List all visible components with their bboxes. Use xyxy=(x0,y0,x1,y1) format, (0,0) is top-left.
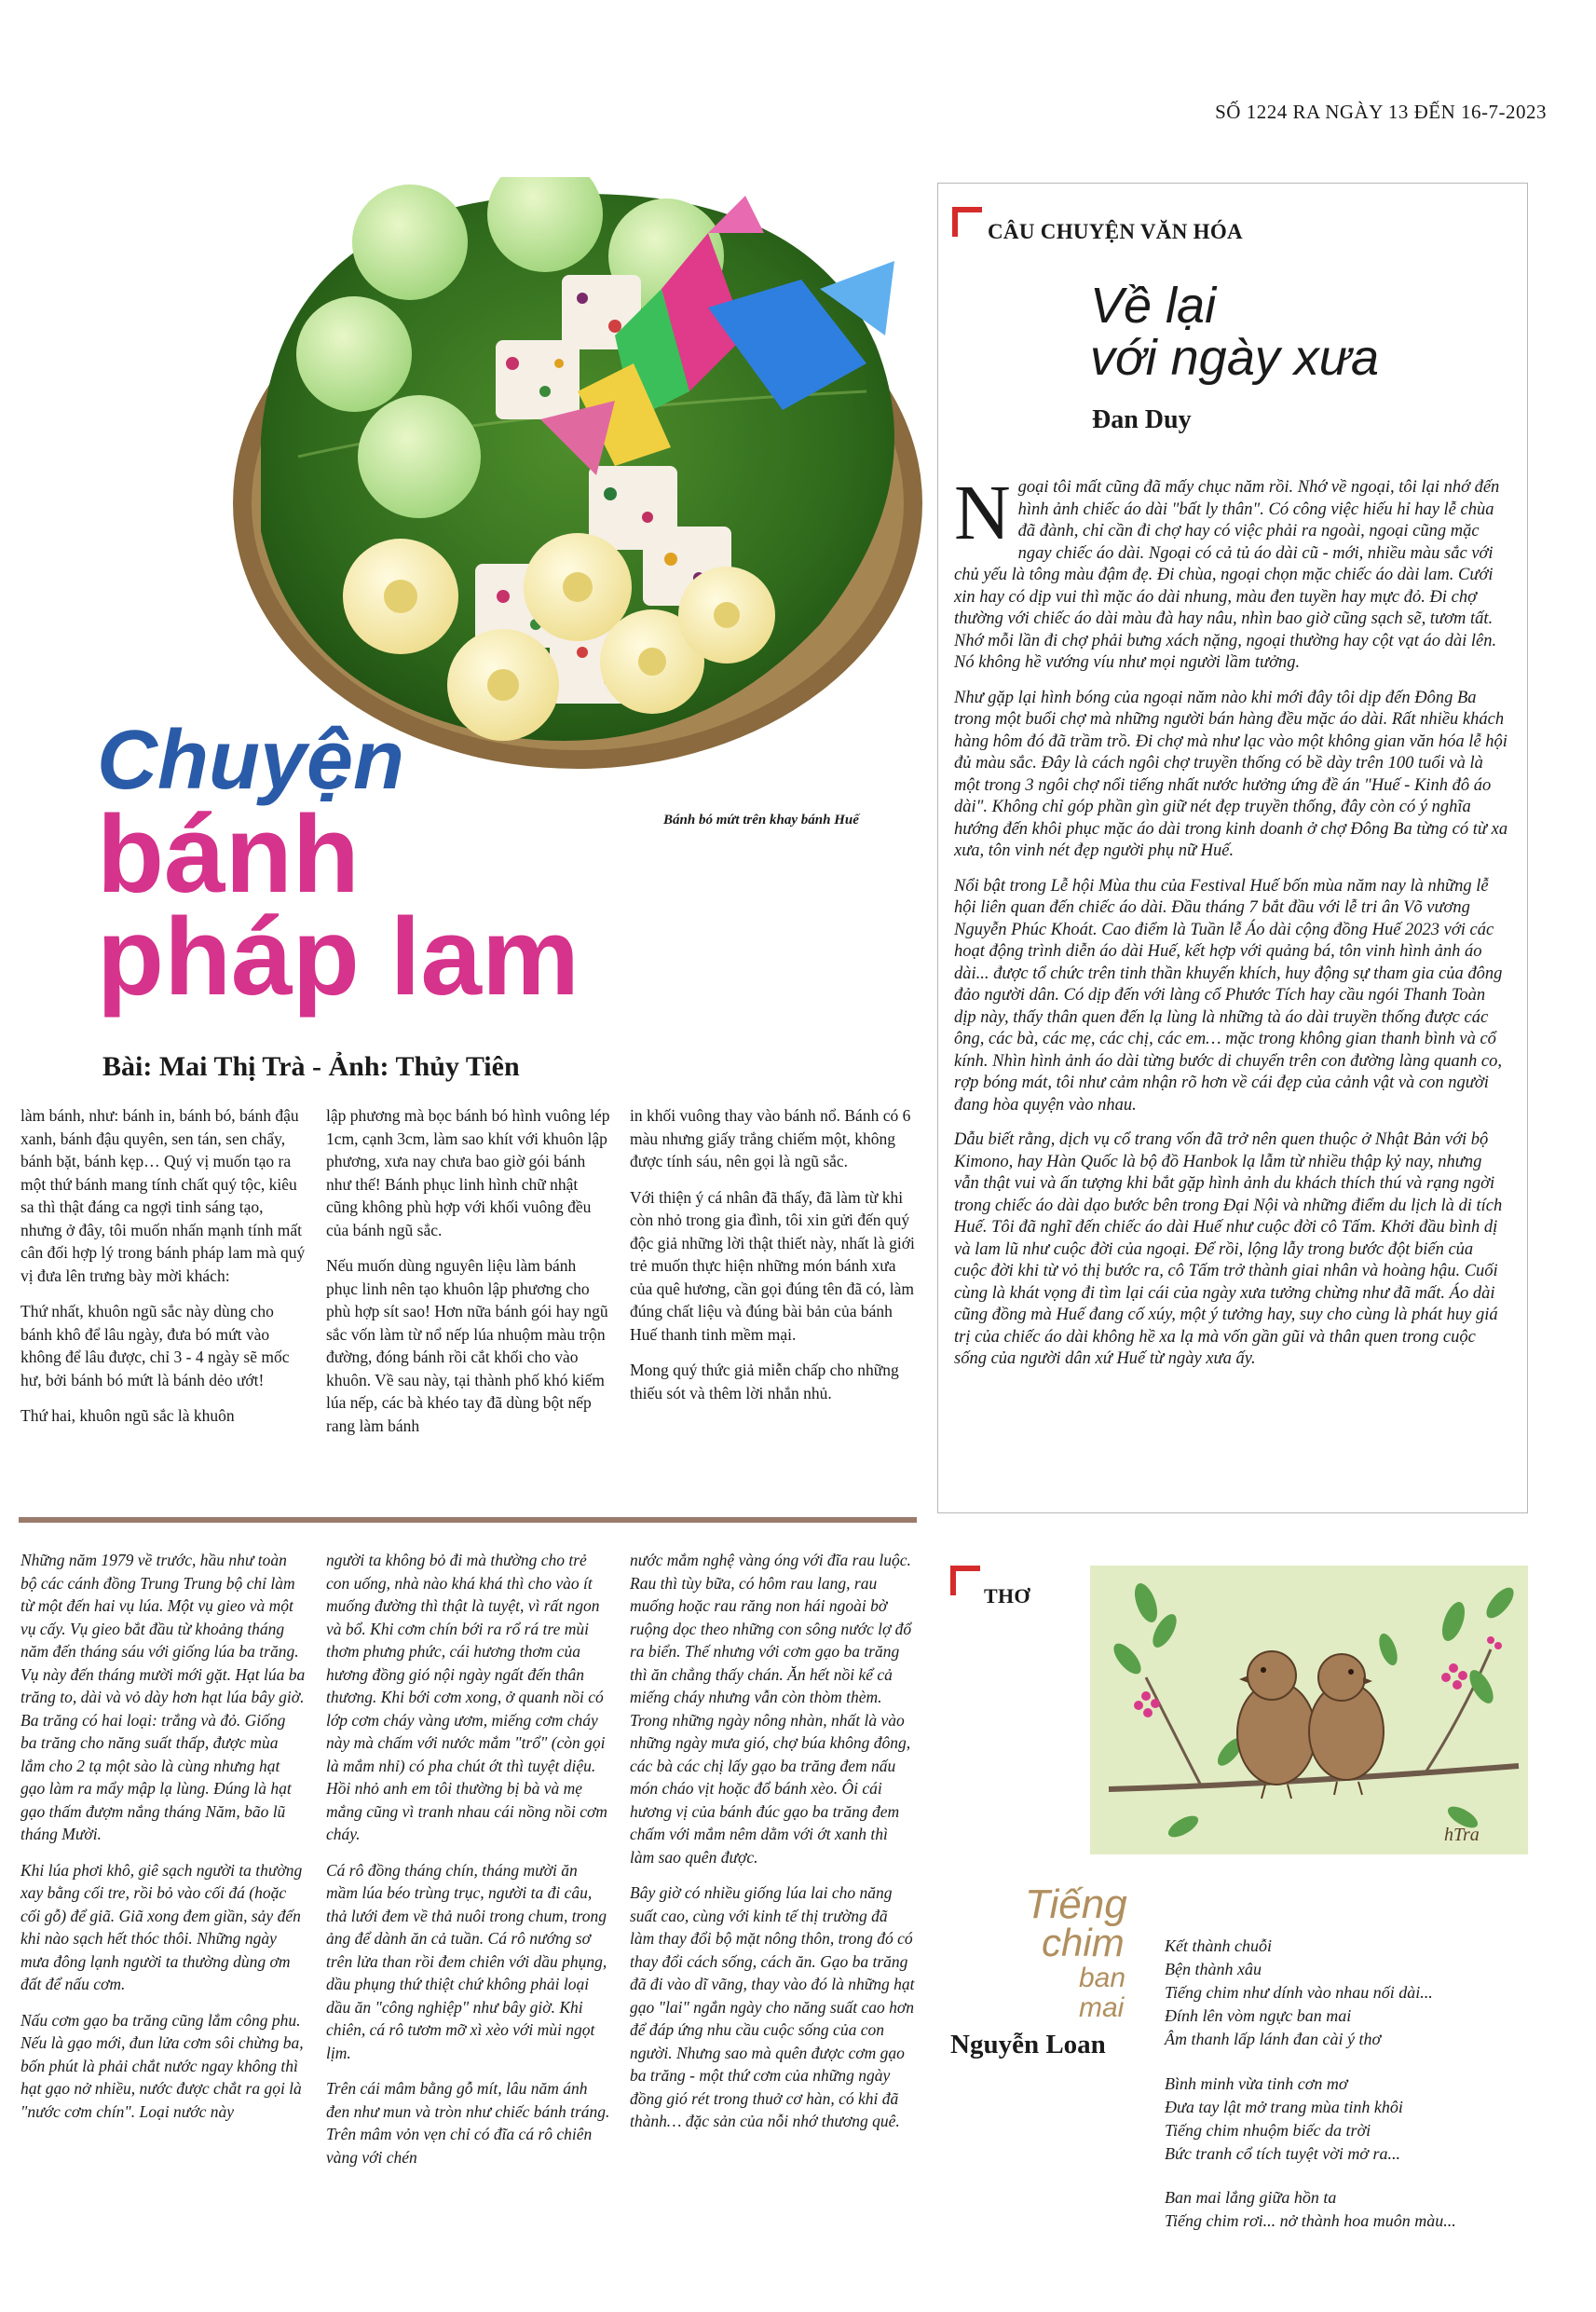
poem-line: Tiếng chim nhuộm biếc da trời xyxy=(1165,2121,1371,2140)
poem-line: Đưa tay lật mở trang mùa tinh khôi xyxy=(1165,2098,1403,2116)
section-label-culture: CÂU CHUYỆN VĂN HÓA xyxy=(988,220,1243,243)
poem-stanza-1 xyxy=(1165,1935,1433,2051)
paragraph: Bây giờ có nhiều giống lúa lai cho năng suất cao, cùng với kinh tế thị trường đã làm thay đổi bộ mặt nông thôn, trong đó có thay đổi cách sống, cách ăn. Gạo ba trăng đã đi vào dĩ vãng, thay vào đó là những hạt gạo "lai" ngắn ngày cho năng suất cao hơn để đáp ứng nhu cầu cuộc sống của con người. Nhưng sao mà quên được cơm gạo ba trăng - một thứ cơm của những ngày đồng gió rét trong thuở cơ hàn, có khi đã thành… đặc sản của nỗi nhớ thương quê. xyxy=(630,1883,915,2130)
culture-article-author: Đan Duy xyxy=(1092,405,1192,434)
bird-illustration xyxy=(1090,1566,1528,1854)
food-photo xyxy=(224,177,932,792)
poem-line: Ban mai lắng giữa hồn ta xyxy=(1165,2188,1337,2207)
article1-column-1 xyxy=(20,1104,306,1441)
article-title-line2 xyxy=(97,793,580,1019)
poem-stanza-2 xyxy=(1165,2073,1403,2166)
culture-article-title xyxy=(1090,280,1379,384)
paragraph: in khối vuông thay vào bánh nổ. Bánh có 6 màu nhưng giấy trắng chiếm một, không được tính sáu, nên gọi là ngũ sắc. xyxy=(630,1106,911,1170)
poem-line: Bình minh vừa tinh cơn mơ xyxy=(1165,2074,1348,2093)
illustration-signature: hTra xyxy=(1444,1825,1480,1845)
paragraph: Cá rô đồng tháng chín, tháng mười ăn mầm lúa béo trùng trục, người ta đi câu, thả lưới đem về thả nuôi trong chum, trong ảng để dành ăn cả tuần. Cá rô nướng sơ trên lửa than rồi đem chiên với dầu phụng, dầu phụng thứ thiệt chứ không phải loại dầu ăn "công nghiệp" như bây giờ. Khi chiên, cá rô tươm mỡ xì xèo với mùi ngọt lịm. xyxy=(326,1860,607,2062)
poem-stanza-3 xyxy=(1165,2186,1456,2233)
poem-line: Kết thành chuỗi xyxy=(1165,1936,1272,1955)
poem-line: Bện thành xâu xyxy=(1165,1960,1262,1978)
issue-line: SỐ 1224 RA NGÀY 13 ĐẾN 16-7-2023 xyxy=(1215,101,1547,123)
article-title-line1: Chuyện xyxy=(97,714,405,807)
poem-author: Nguyễn Loan xyxy=(950,2030,1106,2059)
paragraph: Mong quý thức giả miễn chấp cho những thiếu sót và thêm lời nhắn nhủ. xyxy=(630,1361,899,1402)
article-title-pháp-lam: pháp lam xyxy=(97,896,580,1019)
culture-title-line1: Về lại xyxy=(1090,278,1217,334)
paragraph: Nổi bật trong Lễ hội Mùa thu của Festival Huế bốn mùa năm nay là những lễ hội liên quan đến chiếc áo dài. Đầu tháng 7 bắt đầu với lễ tri ân Võ vương Nguyễn Phúc Khoát. Cao điểm là Tuần lễ Áo dài cộng đồng Huế 2023 với các hoạt động trình diễn áo dài Huế, kết hợp với quảng bá, tôn vinh hình ảnh áo dài... được tổ chức trên tinh thần khuyến khích, huy động sự tham gia của đông đảo người dân. Có dịp đến với làng cổ Phước Tích hay cầu ngói Thanh Toàn dịp này, thấy thân quen đến lạ lùng là những tà áo dài truyền thống được các ông, các bà, các mẹ, các chị, các em… mặc trong không gian thanh bình và cổ kính. Nhìn hình ảnh áo dài từng bước di chuyển trên con đường làng quanh co, rợp bóng mát, tôi như cảm nhận rõ hơn về cái đẹp của cảnh vật và con người đang hòa quyện vào nhau. xyxy=(954,876,1503,1115)
paragraph: Trên cái mâm bằng gỗ mít, lâu năm ánh đen như mun và tròn như chiếc bánh tráng. Trên mâm vỏn vẹn chỉ có đĩa cá rô chiên vàng với chén xyxy=(326,2079,610,2167)
photo-caption: Bánh bó mứt trên khay bánh Huế xyxy=(663,813,859,828)
paragraph: Nếu muốn dùng nguyên liệu làm bánh phục linh nên tạo khuôn lập phương cho phù hợp sít sao! Hơn nữa bánh gói hay ngũ sắc vốn làm từ nổ nếp lúa nhuộm màu trộn đường, đóng bánh rồi cắt khối cho vào khuôn. Về sau này, tại thành phố khó kiếm lúa nếp, các bà khéo tay đã dùng bột nếp rang làm bánh xyxy=(326,1256,608,1435)
article1-column-3 xyxy=(630,1104,915,1417)
culture-article-body xyxy=(954,470,1509,1384)
paragraph: người ta không bỏ đi mà thường cho trẻ con uống, nhà nào khá khá thì cho vào ít muống đường thì thật là tuyệt, vì rất ngon và bổ. Khi cơm chín bới ra rổ rá tre mùi thơm phưng phức, cái hương thơm của hương đồng gió nội ngày ngất đến thân thương. Khi bới cơm xong, ở quanh nồi có lớp cơm cháy vàng ươm, miếng cơm cháy này mà chấm với nước mắm "trổ" (còn gọi là mắm nhỉ) có pha chút ớt thì tuyệt diệu. Hồi nhỏ anh em tôi thường bị bà và mẹ mắng cũng vì tranh nhau cái nồng nồi cơm cháy. xyxy=(326,1551,607,1843)
paragraph: nước mắm nghệ vàng óng với đĩa rau luộc. Rau thì tùy bữa, có hôm rau lang, rau muống hoặc rau răng non hái ngoài bờ ruộng dọc theo những con sông nước lợ đổ ra biển. Thế nhưng với cơm gạo ba trăng thì ăn chẳng thấy chán. Ăn hết nồi kể cả miếng cháy nhưng vẫn còn thòm thèm. Trong những ngày nông nhàn, nhất là vào những ngày mưa gió, chợ búa không đông, các bà các chị lấy gạo ba trăng đem nấu món cháo vịt hoặc đổ bánh xèo. Ôi cái hương vị của bánh đúc gạo ba trăng đem chấm với mắm nêm dằm với ớt xanh thì làm sao quên được. xyxy=(630,1551,912,1867)
poem-section-marker-icon xyxy=(950,1566,980,1595)
article1-column-2 xyxy=(326,1104,611,1450)
section-label-poem: THƠ xyxy=(984,1584,1030,1607)
article-byline: Bài: Mai Thị Trà - Ảnh: Thủy Tiên xyxy=(102,1051,520,1082)
poem-line: Đính lên vòm ngực ban mai xyxy=(1165,2006,1352,2025)
poem-title-line4: mai xyxy=(1079,1992,1125,2023)
paragraph: Với thiện ý cá nhân đã thấy, đã làm từ khi còn nhỏ trong gia đình, tôi xin gửi đến quý độc giả những lời thật thiết này, nhất là giới trẻ muốn thực hiện những món bánh xưa của quê hương, cần gọi đúng tên đã có, làm đúng chất liệu và đúng bài bản của bánh Huế thanh tinh mềm mại. xyxy=(630,1187,915,1344)
section-divider xyxy=(19,1517,917,1523)
paragraph: Thứ hai, khuôn ngũ sắc là khuôn xyxy=(20,1406,235,1425)
poem-title-line1: Tiếng xyxy=(1025,1881,1127,1927)
lower-article-column-2 xyxy=(326,1549,611,2182)
poem-title-line2: chim xyxy=(1042,1921,1125,1964)
lower-article-column-3 xyxy=(630,1549,915,2146)
paragraph: làm bánh, như: bánh in, bánh bó, bánh đậu xanh, bánh đậu quyên, sen tán, sen chẩy, bánh bặt, bánh kẹp… Quý vị muốn tạo ra một thứ bánh mang tính chất quý tộc, kiêu sa thì thật đáng ca ngợi tinh sáng tạo, nhưng ở đây, tôi muốn nhấn mạnh tính mất cân đối hợp lý trong bánh pháp lam mà quý vị đưa lên trưng bày mời khách: xyxy=(20,1106,306,1285)
paragraph xyxy=(954,470,1509,675)
paragraph: Thứ nhất, khuôn ngũ sắc này dùng cho bánh khô để lâu ngày, đưa bó mứt vào không để lâu được, chỉ 3 - 4 ngày sẽ mốc hư, bởi bánh bó mứt là bánh dẻo ướt! xyxy=(20,1302,290,1389)
paragraph: lập phương mà bọc bánh bó hình vuông lép 1cm, cạnh 3cm, làm sao khít với khuôn lập phương, xưa nay chưa bao giờ gói bánh như thế! Bánh phục linh hình chữ nhật cũng không phù hợp với khối vuông đều của bánh ngũ sắc. xyxy=(326,1106,610,1239)
poem-line: Bức tranh cổ tích tuyệt vời mở ra... xyxy=(1165,2144,1400,2163)
poem-line: Tiếng chim rơi... nở thành hoa muôn màu... xyxy=(1165,2211,1456,2230)
section-marker-icon xyxy=(952,207,982,237)
poem-line: Âm thanh lấp lánh đan cài ý thơ xyxy=(1165,2030,1382,2048)
poem-line: Tiếng chim như dính vào nhau nối dài... xyxy=(1165,1983,1433,2002)
paragraph: Nấu cơm gạo ba trăng cũng lắm công phu. Nếu là gạo mới, đun lửa cơm sôi chừng ba, bốn phút là phải chắt nước ngay không thì hạt gạo nở nhiều, nước được chắt ra gọi là "nước cơm chín". Loại nước này xyxy=(20,2010,304,2121)
paragraph: Khi lúa phơi khô, giê sạch người ta thường xay bằng cối tre, rồi bỏ vào cối đá (hoặc cối gỗ) để giã. Giã xong đem giần, sảy đến khi nào sạch hết thóc thôi. Những ngày mưa đông lạnh người ta thường dùng ơm đất để nấu cơm. xyxy=(20,1860,303,1993)
paragraph-text: goại tôi mất cũng đã mấy chục năm rồi. Nhớ về ngoại, tôi lại nhớ đến hình ảnh chiếc áo dài "bất ly thân". Có công việc hiếu hỉ hay lễ chùa đã đành, chỉ cần đi chợ hay có việc phải ra ngoài, ngoại cũng mặc ngay chiếc áo dài. Ngoại có cả tủ áo dài cũ - mới, nhiều màu sắc với chủ yếu là tông màu đậm đẹ. Đi chùa, ngoại chọn mặc chiếc áo dài lam. Cưới xin hay có dịp vui thì mặc áo dài nhung, màu đen tuyền hay mực đỏ. Đi chợ thường với chiếc áo dài màu đà hay nâu, nhìn bao giờ cũng sạch sẽ, tươm tất. Nhớ mỗi lần đi chợ phải bưng xách nặng, ngoại thường hay cột vạt áo dài lên. Nó không hề vướng víu như mọi người lầm tưởng. xyxy=(954,478,1500,672)
lower-article-column-1 xyxy=(20,1549,306,2136)
paragraph: Như gặp lại hình bóng của ngoại năm nào khi mới đây tôi dịp đến Đông Ba trong một buổi chợ mà những người bán hàng đều mặc áo dài. Rất nhiều khách hàng hôm đó đã trầm trồ. Đi chợ mà như lạc vào một không gian văn hóa lễ hội đủ màu sắc. Đây là cách ngôi chợ truyền thống có bề dày trên 100 tuổi và là một trong 3 ngôi chợ nổi tiếng nhất nước hưởng ứng đề án "Huế - Kinh đô áo dài". Không chỉ góp phần gìn giữ nét đẹp truyền thống, đây còn có ý nghĩa hướng đến khôi phục mặc áo dài trong kinh doanh ở chợ Đông Ba từng có từ xa xưa, tôn vinh nét đẹp người phụ nữ Huế. xyxy=(954,688,1508,860)
culture-title-line2: với ngày xưa xyxy=(1090,330,1379,386)
article-title-bánh: bánh xyxy=(97,793,360,916)
paragraph: Những năm 1979 về trước, hầu như toàn bộ các cánh đồng Trung Trung bộ chỉ làm từ một đến hai vụ lúa. Một vụ gieo và một vụ cấy. Vụ gieo bắt đầu từ khoảng tháng năm đến tháng sáu với giống lúa ba trăng. Vụ này đến tháng mười mới gặt. Hạt lúa ba trăng to, dài và vỏ dày hơn hạt lúa bây giờ. Ba trăng có hai loại: trắng và đỏ. Giống ba trăng cho năng suất thấp, được mùa lắm cho 2 tạ một sào là cùng nhưng hạt gạo làm ra mẩy mập lạ lùng. Đúng là hạt gạo thấm đượm nắng tháng Năm, bão lũ tháng Mười. xyxy=(20,1551,306,1843)
poem-title-line3: ban xyxy=(1079,1963,1126,1993)
paragraph: Dẫu biết rằng, dịch vụ cổ trang vốn đã trở nên quen thuộc ở Nhật Bản với bộ Kimono, hay Hàn Quốc là bộ đồ Hanbok lạ lẫm từ nhiều thập kỷ nay, nhưng vẫn thật vui và ấn tượng khi bắt gặp hình ảnh du khách thích thú và rạng ngời trong chiếc áo dài dạo bước bên trong Đại Nội và những điểm du lịch là di tích Huế. Tôi đã nghĩ đến chiếc áo dài Huế như cuộc đời cô Tấm. Khởi đầu bình dị và lam lũ như cuộc đời của ngoại. Để rồi, lộng lẫy trong bước đột biến của cuộc đời khi từ vỏ thị bước ra, cô Tấm trở thành giai nhân và hoàng hậu. Cuối cùng là khát vọng đi tìm lại cái của ngày xưa tưởng chừng như đã mất. Áo dài cũng đồng mà Huế đang cố xúy, một ý tưởng hay, suy cho cùng là phát huy giá trị của chiếc áo dài không hề xa lạ mà vốn gần gũi và thân quen trong cuộc sống của người dân xứ Huế từ ngày xưa ấy. xyxy=(954,1130,1503,1368)
dropcap: N xyxy=(954,470,1011,556)
